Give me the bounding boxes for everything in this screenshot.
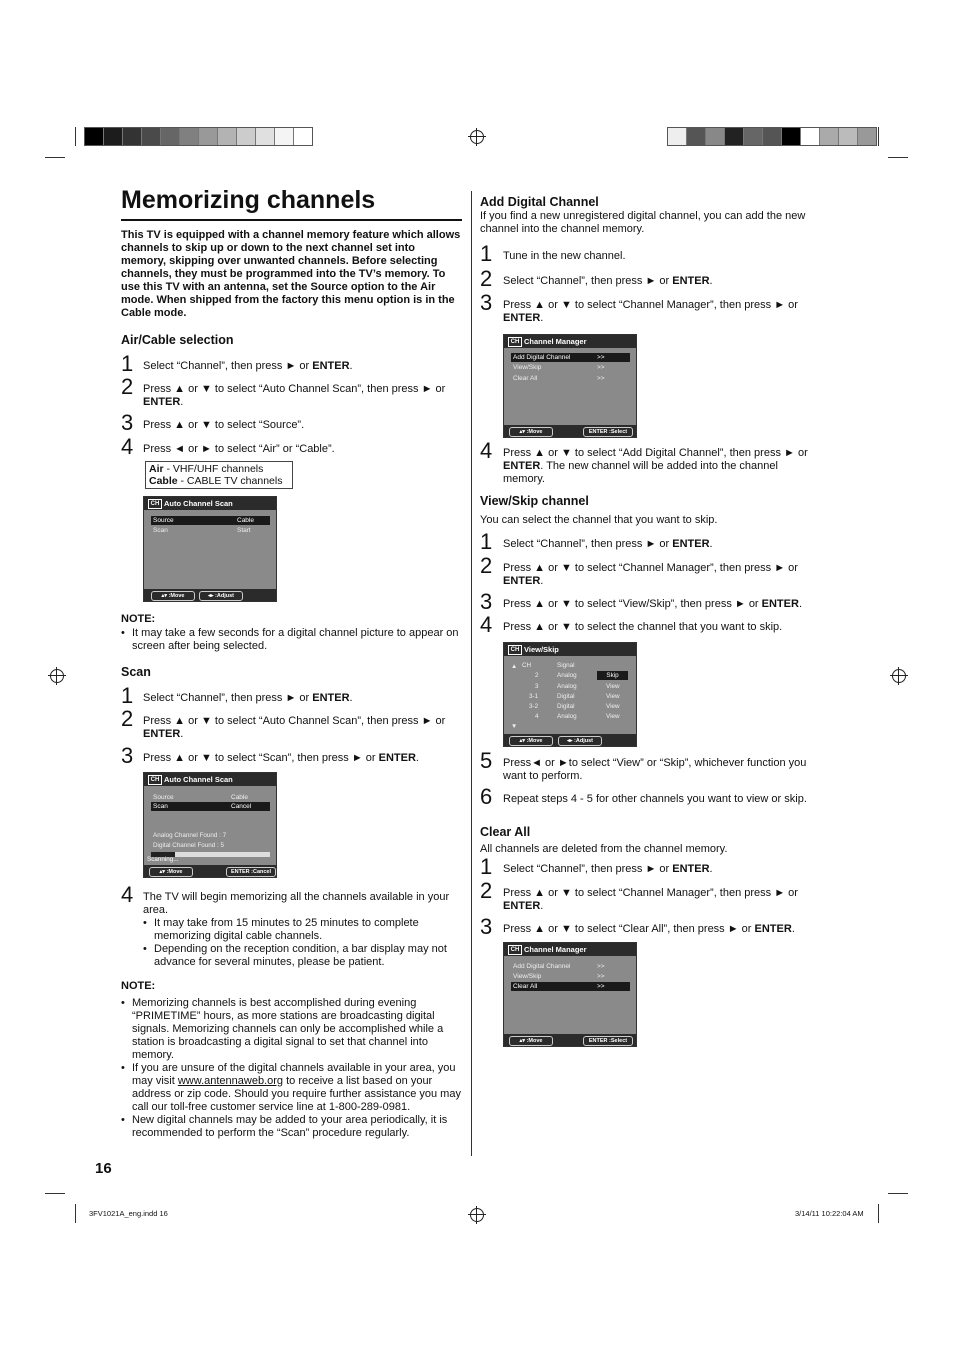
step-number: 2 [121,374,134,399]
channel-number: 4 [535,713,539,720]
osd-row-source[interactable]: Source Cable [151,516,270,525]
section-heading-clear-all: Clear All [480,825,531,839]
osd-row-add-digital[interactable]: Add Digital Channel >> [513,963,605,970]
crop-mark [888,157,908,158]
note-item: • It may take a few seconds for a digital channel picture to appear on screen after being selected. [121,627,462,653]
source-legend-box: Air - VHF/UHF channels Cable - CABLE TV channels [145,461,293,489]
section-heading-scan: Scan [121,665,151,679]
step-number: 1 [121,683,134,708]
note-heading: NOTE: [121,613,156,625]
step-number: 1 [121,351,134,376]
note-item: • If you are unsure of the digital channels available in your area, you may visit www.antennaweb.org to receive a list based on your address or zip code. Should you require further assistance you may call our toll-free customer service line at 1-800-289-0981. [121,1062,464,1114]
channel-icon: CH [148,499,162,509]
osd-channel-manager-clear [503,942,637,1047]
step-number: 3 [480,290,493,315]
channel-icon: CH [508,645,522,655]
note-item: • New digital channels may be added to your area periodically, it is recommended to perform the “Scan” procedure regularly. [121,1114,464,1140]
channel-icon: CH [508,945,522,955]
channel-icon: CH [148,775,162,785]
step-text: Select “Channel”, then press ► or ENTER. [503,863,713,875]
crop-mark [878,1204,879,1223]
osd-footer [504,734,636,746]
step-text: Press ▲ or ▼ to select “Auto Channel Scan”, then press ► or ENTER. [143,715,446,740]
channel-number: 2 [535,672,539,679]
column-divider [471,191,472,1156]
cancel-hint: ENTER :Cancel [226,867,276,877]
step-number: 1 [480,854,493,879]
step-number: 3 [480,589,493,614]
move-hint: ▴▾ :Move [509,427,553,437]
step-text: Select “Channel”, then press ► or ENTER. [143,692,353,704]
bullet-item: • It may take from 15 minutes to 25 minutes to complete memorizing digital cable channels. [143,917,448,943]
scroll-down-icon[interactable]: ▼ [511,723,518,730]
step-number: 4 [480,438,493,463]
step-text: Press ▲ or ▼ to select “Channel Manager”, then press ► or ENTER. [503,562,798,587]
channel-icon: CH [508,337,522,347]
select-hint: ENTER :Select [583,427,633,437]
step-text: Press ▲ or ▼ to select “Clear All”, then press ► or ENTER. [503,923,795,935]
column-signal: Signal [557,662,575,669]
step-text: Select “Channel”, then press ► or ENTER. [143,360,353,372]
osd-row-view-skip[interactable]: View/Skip >> [513,364,605,371]
slug-filename: 3FV1021A_eng.indd 16 [89,1209,168,1218]
analog-found: Analog Channel Found : 7 [153,832,227,839]
move-hint: ▴▾ :Move [509,1036,553,1046]
osd-row-clear-all[interactable]: Clear All >> [511,982,630,991]
step-text: Press ▲ or ▼ to select “Channel Manager”, then press ► or ENTER. [503,299,798,324]
osd-header: CH Auto Channel Scan [144,497,276,510]
osd-footer [504,1034,636,1046]
move-hint: ▴▾ :Move [509,736,553,746]
digital-found: Digital Channel Found : 5 [153,842,225,849]
step-number: 3 [121,410,134,435]
adjust-hint: ◂▸ :Adjust [558,736,602,746]
section-heading-air-cable: Air/Cable selection [121,333,234,347]
slug-timestamp: 3/14/11 10:22:04 AM [795,1209,864,1218]
channel-signal: Digital [557,703,575,710]
step-number: 4 [480,612,493,637]
intro-paragraph: This TV is equipped with a channel memory feature which allows channels to skip up or down to the next channel set into memory, skipping over unwanted channels. Before selecting channels, they must be programmed into the TV’s memory. To use this TV with an antenna, set the Source option to the Air mode. When shipped from the factory this menu option is in the Cable mode. [121,229,461,319]
step-number: 2 [121,706,134,731]
step-text: Press ▲ or ▼ to select “Scan”, then press ► or ENTER. [143,752,419,764]
step-number: 3 [121,743,134,768]
channel-signal: Analog [557,713,577,720]
step-text: Press◄ or ►to select “View” or “Skip”, whichever function you want to perform. [503,757,807,782]
step-number: 6 [480,784,493,809]
step-text: Select “Channel”, then press ► or ENTER. [503,275,713,287]
crop-mark [75,1204,76,1223]
title-rule [121,219,462,221]
scanning-label: Scanning... [147,856,179,863]
color-bar-right [667,127,877,146]
crop-mark [45,1193,65,1194]
section-description: All channels are deleted from the channel memory. [480,843,728,855]
step-text: Select “Channel”, then press ► or ENTER. [503,538,713,550]
channel-number: 3 [535,683,539,690]
registration-mark-icon [470,1208,484,1222]
registration-mark-icon [50,669,64,683]
channel-state[interactable]: View [606,703,620,710]
step-number: 4 [121,882,134,907]
osd-view-skip [503,642,637,747]
crop-mark [45,157,65,158]
osd-header: CH Channel Manager [504,335,636,348]
channel-state[interactable]: View [606,693,620,700]
osd-channel-manager [503,334,637,438]
move-hint: ▴▾ :Move [151,591,195,601]
column-ch: CH [522,662,532,669]
channel-number: 3-2 [529,703,539,710]
registration-mark-icon [470,130,484,144]
osd-header: CH Auto Channel Scan [144,773,276,786]
step-number: 4 [121,434,134,459]
note-list [121,997,464,1140]
osd-footer [504,425,636,437]
crop-mark [75,127,76,146]
channel-signal: Digital [557,693,575,700]
step-number: 3 [480,914,493,939]
section-heading-view-skip: View/Skip channel [480,494,589,508]
osd-header: CH Channel Manager [504,943,636,956]
note-item: • Memorizing channels is best accomplished during evening “PRIMETIME” hours, as more stations are broadcasting digital signals. Memorizing channels can only be accomplished while a station is broadcasting a digital signal to set that channel into memory. [121,997,464,1062]
osd-row-source[interactable]: Source Cable [153,794,248,801]
channel-number: 3-1 [529,693,539,700]
color-bar-left [84,127,313,146]
step-text: Press ▲ or ▼ to select “View/Skip”, then press ► or ENTER. [503,598,802,610]
page-title: Memorizing channels [121,186,376,214]
step-text: Press ▲ or ▼ to select “Auto Channel Scan”, then press ► or ENTER. [143,383,446,408]
osd-row-scan[interactable]: Scan Cancel [151,802,270,811]
osd-auto-channel-scan [143,496,277,602]
step-number: 5 [480,748,493,773]
step-text: Press ▲ or ▼ to select “Source”. [143,419,305,431]
osd-footer [144,865,276,877]
channel-signal: Analog [557,683,577,690]
move-hint: ▴▾ :Move [149,867,193,877]
osd-row-view-skip[interactable]: View/Skip >> [513,973,605,980]
step-number: 1 [480,529,493,554]
select-hint: ENTER :Select [583,1036,633,1046]
step-text: The TV will begin memorizing all the channels available in your area. [143,891,450,916]
step-number: 1 [480,241,493,266]
step-text: Press ▲ or ▼ to select “Channel Manager”, then press ► or ENTER. [503,887,798,912]
channel-state[interactable]: View [606,683,620,690]
step-text: Tune in the new channel. [503,250,626,262]
adjust-hint: ◂▸ :Adjust [199,591,243,601]
channel-state[interactable]: View [606,713,620,720]
osd-header: CH View/Skip [504,643,636,656]
osd-row-clear-all[interactable]: Clear All >> [513,375,605,382]
step-number: 2 [480,553,493,578]
page-number: 16 [95,1160,112,1177]
step-text: Repeat steps 4 - 5 for other channels you want to view or skip. [503,793,807,805]
scroll-up-icon[interactable]: ▲ [511,663,518,670]
osd-row-scan[interactable]: Scan Start [153,527,251,534]
step-number: 2 [480,266,493,291]
section-description: If you find a new unregistered digital channel, you can add the new channel into the channel memory. [480,210,806,235]
channel-state[interactable]: Skip [597,671,628,680]
crop-mark [888,1193,908,1194]
note-list [121,627,462,653]
section-description: You can select the channel that you want to skip. [480,514,718,526]
step-text: Press ▲ or ▼ to select the channel that you want to skip. [503,621,783,633]
step-text: Press ◄ or ► to select “Air” or “Cable”. [143,443,335,455]
osd-auto-channel-scan-progress [143,772,277,878]
section-heading-add-digital: Add Digital Channel [480,195,599,209]
note-heading: NOTE: [121,980,156,992]
bullet-item: • Depending on the reception condition, a bar display may not advance for several minutes, please be patient. [143,943,448,969]
crop-mark [878,127,879,146]
step-text: Press ▲ or ▼ to select “Add Digital Channel”, then press ► or ENTER. The new channel will be added into the channel memory. [503,447,808,485]
antennaweb-link[interactable]: www.antennaweb.org [177,1075,284,1087]
step4-bullets [143,917,448,969]
channel-signal: Analog [557,672,577,679]
osd-row-add-digital[interactable]: Add Digital Channel >> [511,353,630,362]
registration-mark-icon [892,669,906,683]
osd-footer [144,589,276,601]
step-number: 2 [480,878,493,903]
